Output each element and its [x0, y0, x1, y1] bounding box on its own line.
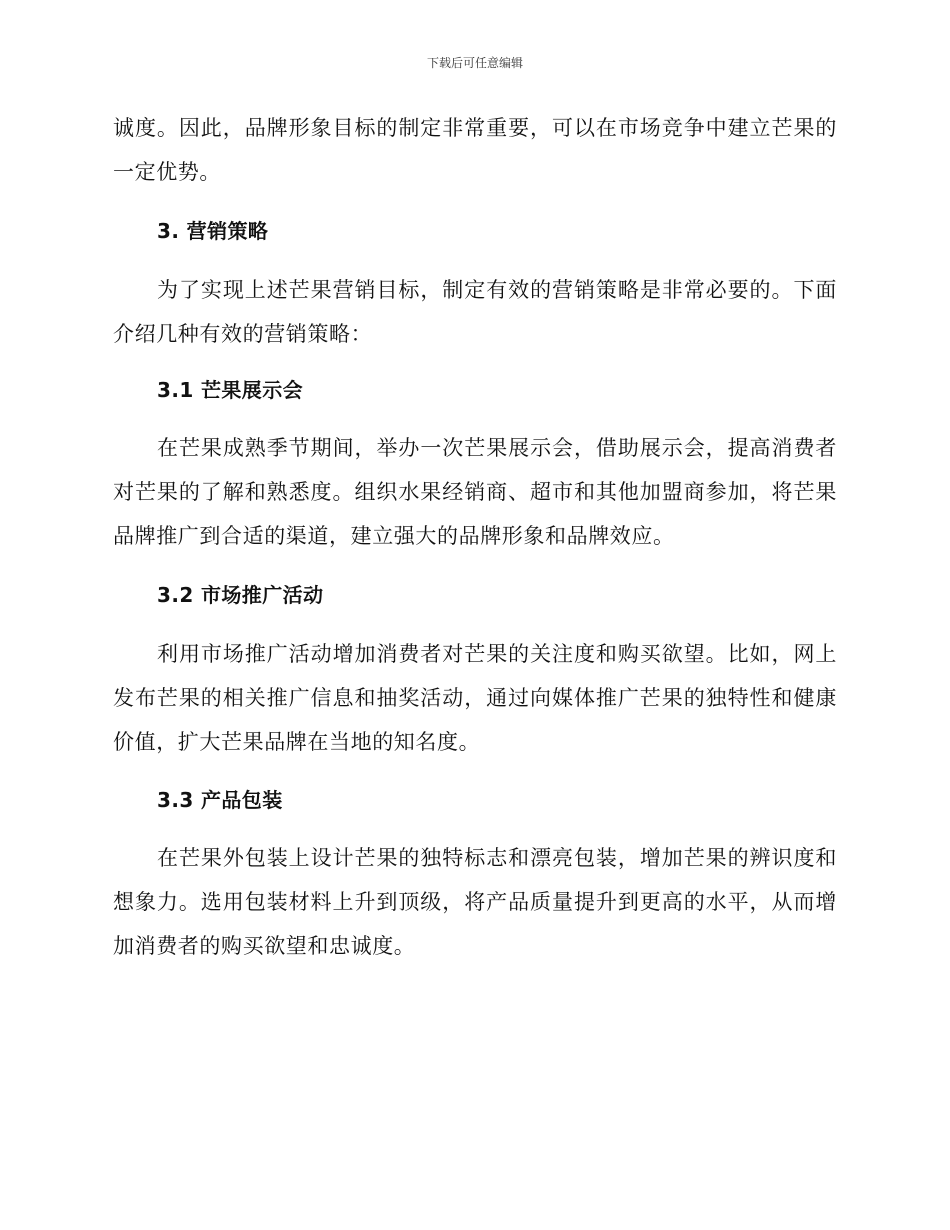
paragraph-3-1: 在芒果成熟季节期间，举办一次芒果展示会，借助展示会，提高消费者对芒果的了解和熟悉度。组织水果经销商、超市和其他加盟商参加，将芒果品牌推广到合适的渠道，建立强大的品牌形象和品牌效应。 — [113, 436, 837, 548]
section-3-1-body — [113, 426, 837, 558]
section-3-1 — [113, 368, 837, 412]
section-3-3 — [113, 778, 837, 822]
section-3-2 — [113, 573, 837, 617]
paragraph-continuation: 诚度。因此，品牌形象目标的制定非常重要，可以在市场竞争中建立芒果的一定优势。 — [113, 116, 837, 184]
section-heading-3-2: 3.2 市场推广活动 — [157, 583, 324, 607]
page-header: 下载后可任意编辑 — [426, 56, 523, 70]
paragraph-3-3: 在芒果外包装上设计芒果的独特标志和漂亮包装，增加芒果的辨识度和想象力。选用包装材料上升到顶级，将产品质量提升到更高的水平，从而增加消费者的购买欲望和忠诚度。 — [113, 846, 837, 958]
document-body — [113, 106, 837, 194]
section-3-2-body — [113, 632, 837, 764]
section-3 — [113, 209, 837, 253]
paragraph-3-2: 利用市场推广活动增加消费者对芒果的关注度和购买欲望。比如，网上发布芒果的相关推广信息和抽奖活动，通过向媒体推广芒果的独特性和健康价值，扩大芒果品牌在当地的知名度。 — [113, 642, 837, 754]
section-3-intro — [113, 268, 837, 356]
section-heading-3-3: 3.3 产品包装 — [157, 788, 283, 812]
section-heading-3-1: 3.1 芒果展示会 — [157, 378, 303, 402]
paragraph-3-intro: 为了实现上述芒果营销目标，制定有效的营销策略是非常必要的。下面介绍几种有效的营销策略： — [113, 278, 837, 346]
section-heading-3: 3. 营销策略 — [157, 219, 269, 243]
section-3-3-body — [113, 836, 837, 968]
